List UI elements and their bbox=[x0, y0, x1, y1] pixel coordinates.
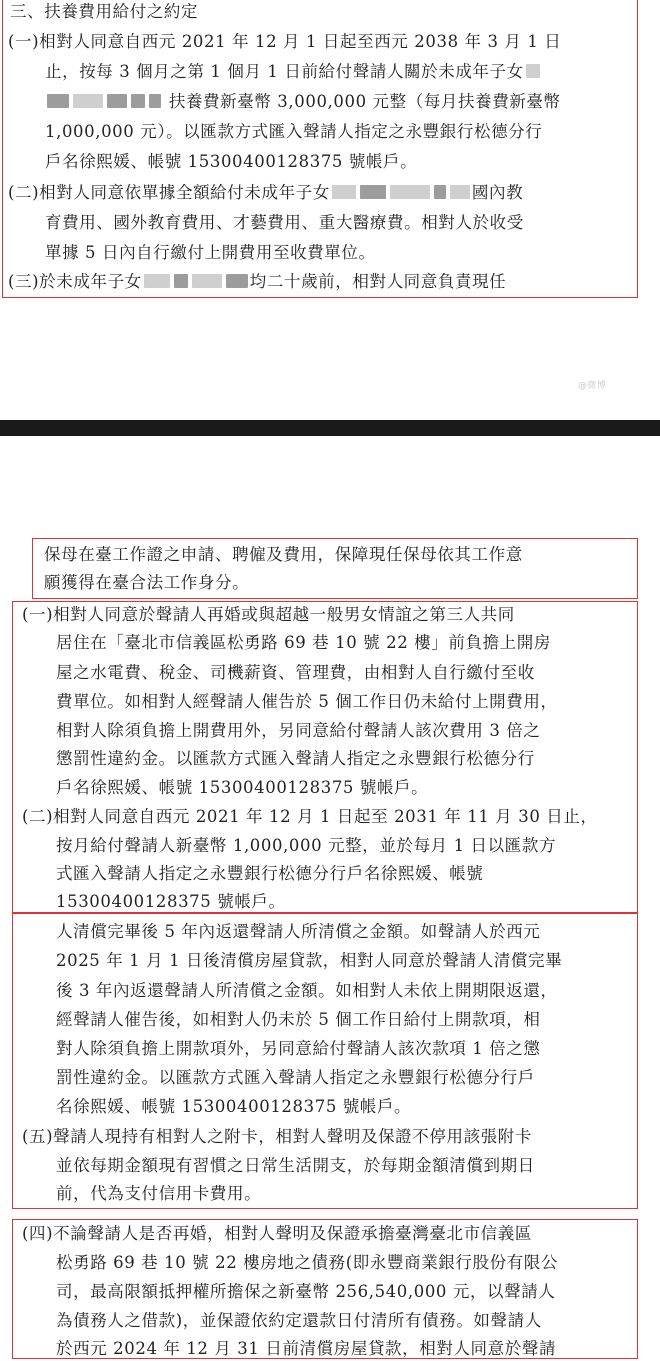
clause-text: 國內教 bbox=[471, 183, 524, 202]
clause-line: (四)不論聲請人是否再婚，相對人聲明及保證承擔臺灣臺北市信義區 bbox=[22, 1224, 532, 1243]
clause-line bbox=[8, 181, 523, 205]
clause-line: 懲罰性違約金。以匯款方式匯入聲請人指定之永豐銀行松德分行 bbox=[56, 749, 535, 768]
clause-line: 2025 年 1 月 1 日後清償房屋貸款，相對人同意於聲請人清償完畢 bbox=[56, 951, 563, 970]
clause-text: 均二十歲前，相對人同意負責現任 bbox=[249, 272, 507, 291]
redaction-mark bbox=[47, 94, 69, 108]
clause-line: 育費用、國外教育費用、才藝費用、重大醫療費。相對人於收受 bbox=[45, 213, 524, 232]
clause-line: (二)相對人同意自西元 2021 年 12 月 1 日起至 2031 年 11 月 30 日止， bbox=[22, 807, 598, 826]
redaction-mark bbox=[434, 185, 446, 199]
clause-line: 後 3 年內返還聲請人所清償之金額。如相對人未依上開期限返還， bbox=[56, 981, 558, 1000]
clause-line: 單據 5 日內自行繳付上開費用至收費單位。 bbox=[45, 243, 376, 262]
clause-line: 司，最高限額抵押權所擔保之新臺幣 256,540,000 元，以聲請人 bbox=[56, 1282, 556, 1301]
clause-line: 經聲請人催告後，如相對人仍未於 5 個工作日給付上開款項，相 bbox=[56, 1010, 541, 1029]
redaction-mark bbox=[360, 185, 386, 199]
redaction-mark bbox=[107, 94, 127, 108]
redaction-mark bbox=[73, 94, 103, 108]
clause-text: 扶養費新臺幣 3,000,000 元整（每月扶養費新臺幣 bbox=[168, 92, 561, 111]
clause-line bbox=[45, 90, 561, 114]
section-heading: 三、扶養費用給付之約定 bbox=[10, 2, 199, 21]
clause-line: 費單位。如相對人經聲請人催告於 5 個工作日仍未給付上開費用， bbox=[56, 692, 558, 711]
clause-line: 相對人除須負擔上開費用外，另同意給付聲請人該次費用 3 倍之 bbox=[56, 721, 541, 740]
clause-text: 止，按每 3 個月之第 1 個月 1 日前給付聲請人關於未成年子女 bbox=[45, 62, 524, 81]
clause-line: 對人除須負擔上開款項外，另同意給付聲請人該次款項 1 倍之懲 bbox=[56, 1039, 541, 1058]
clause-line: 於西元 2024 年 12 月 31 日前清償房屋貸款，相對人同意於聲請 bbox=[56, 1339, 557, 1358]
redaction-mark bbox=[226, 274, 248, 288]
clause-line bbox=[8, 270, 506, 294]
redaction-mark bbox=[131, 94, 145, 108]
clause-line: 居住在「臺北市信義區松勇路 69 巷 10 號 22 樓」前負擔上開房 bbox=[56, 633, 551, 652]
clause-line: 保母在臺工作證之申請、聘僱及費用，保障現任保母依其工作意 bbox=[44, 545, 523, 564]
clause-line: 戶名徐熙媛、帳號 15300400128375 號帳戶。 bbox=[56, 778, 429, 797]
clause-line: 15300400128375 號帳戶。 bbox=[56, 892, 286, 911]
clause-line: 罰性違約金。以匯款方式匯入聲請人指定之永豐銀行松德分行戶 bbox=[56, 1068, 535, 1087]
clause-line: (一)相對人同意於聲請人再婚或與超越一般男女情誼之第三人共同 bbox=[22, 605, 515, 624]
clause-line: 1,000,000 元）。以匯款方式匯入聲請人指定之永豐銀行松德分行 bbox=[45, 122, 543, 141]
redaction-mark bbox=[450, 185, 470, 199]
clause-text: (二)相對人同意依單據全額給付未成年子女 bbox=[8, 183, 330, 202]
clause-line: 人清償完畢後 5 年內返還聲請人所清償之金額。如聲請人於西元 bbox=[56, 922, 541, 941]
clause-line: 前，代為支付信用卡費用。 bbox=[56, 1184, 262, 1203]
clause-line: 式匯入聲請人指定之永豐銀行松德分行戶名徐熙媛、帳號 bbox=[56, 864, 484, 883]
clause-line: 按月給付聲請人新臺幣 1,000,000 元整，並於每月 1 日以匯款方 bbox=[56, 836, 557, 855]
clause-line: (一)相對人同意自西元 2021 年 12 月 1 日起至西元 2038 年 3 月 1 日 bbox=[8, 32, 562, 51]
clause-line: 戶名徐熙媛、帳號 15300400128375 號帳戶。 bbox=[45, 152, 418, 171]
clause-line: 名徐熙媛、帳號 15300400128375 號帳戶。 bbox=[56, 1097, 412, 1116]
clause-line: (五)聲請人現持有相對人之附卡，相對人聲明及保證不停用該張附卡 bbox=[22, 1127, 532, 1146]
redaction-mark bbox=[144, 274, 170, 288]
redaction-mark bbox=[174, 274, 188, 288]
redaction-mark bbox=[192, 274, 222, 288]
clause-line: 並依每期金額現有習慣之日常生活開支，於每期金額清償到期日 bbox=[56, 1156, 535, 1175]
clause-line bbox=[45, 60, 542, 84]
redaction-mark bbox=[149, 94, 161, 108]
clause-line: 松勇路 69 巷 10 號 22 樓房地之債務(即永豐商業銀行股份有限公 bbox=[56, 1253, 558, 1272]
redaction-mark bbox=[390, 185, 430, 199]
clause-text: (三)於未成年子女 bbox=[8, 272, 142, 291]
redaction-mark bbox=[332, 185, 356, 199]
clause-line: 屋之水電費、稅金、司機薪資、管理費，由相對人自行繳付至收 bbox=[56, 663, 535, 682]
redaction-mark bbox=[526, 64, 540, 78]
watermark-text: @微博 bbox=[578, 381, 606, 391]
clause-line: 為債務人之借款)，並保證依約定還款日付清所有債務。如聲請人 bbox=[56, 1311, 542, 1330]
screenshot-divider bbox=[0, 420, 660, 436]
clause-line: 願獲得在臺合法工作身分。 bbox=[44, 573, 250, 592]
